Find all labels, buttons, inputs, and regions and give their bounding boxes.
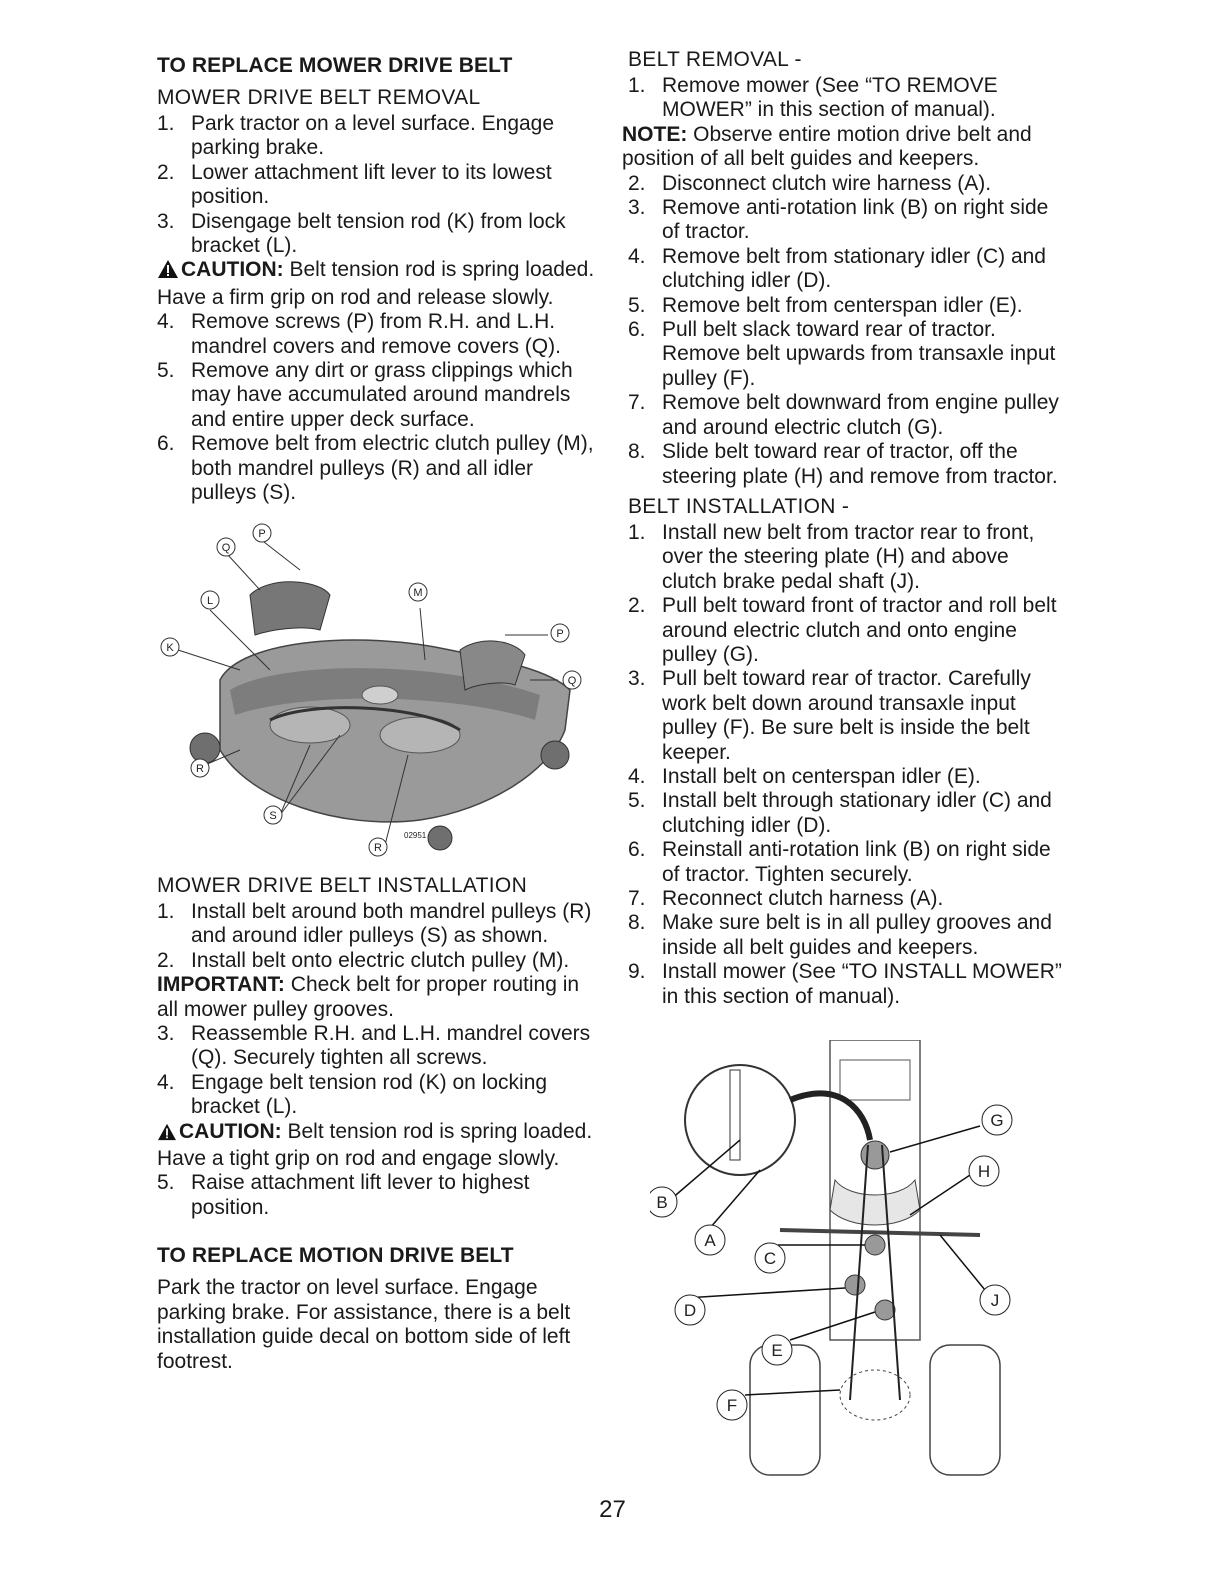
callout-q: [217, 538, 235, 556]
callout-s: [264, 806, 282, 824]
svg-text:H: H: [977, 1162, 991, 1181]
svg-text:L: L: [206, 595, 214, 607]
svg-text:C: C: [763, 1249, 777, 1268]
motion-belt-figure: [650, 1040, 1050, 1480]
step-item: [628, 391, 1068, 440]
left-column-lower: [157, 874, 597, 1374]
step-number: 2.: [157, 160, 175, 184]
step-text: Remove belt from electric clutch pulley (M), both mandrel pulleys (R) and all idler pulleys (S).: [191, 432, 594, 505]
step-number: 4.: [157, 310, 175, 334]
step-number: 5.: [157, 359, 175, 383]
step-item: [628, 594, 1068, 667]
step-item: [628, 196, 1068, 245]
step-number: 1.: [157, 900, 175, 923]
caution-1-text: Belt tension rod is spring loaded. Have a firm grip on rod and release slowly.: [157, 258, 595, 309]
mower-install-steps-b: [157, 1022, 597, 1120]
svg-text:F: F: [726, 1396, 738, 1415]
callout-j: [980, 1285, 1010, 1315]
callout-c: [755, 1243, 785, 1273]
step-number: 2.: [628, 594, 646, 618]
note-text: Observe entire motion drive belt and position of all belt guides and keepers.: [622, 122, 1032, 171]
step-text: Reassemble R.H. and L.H. mandrel covers (Q). Securely tighten all screws.: [191, 1022, 591, 1070]
step-item: [628, 765, 1068, 789]
important-label: IMPORTANT:: [157, 973, 285, 997]
step-text: Remove belt downward from engine pulley and around electric clutch (G).: [662, 391, 1059, 439]
belt-removal-steps-a: [628, 74, 1068, 123]
step-number: 7.: [628, 391, 646, 415]
step-number: 3.: [157, 209, 175, 233]
step-number: 4.: [628, 244, 646, 268]
mower-removal-steps-b: [157, 310, 597, 505]
step-item: [628, 911, 1068, 960]
step-text: Slide belt toward rear of tractor, off the steering plate (H) and remove from tractor.: [662, 440, 1058, 488]
step-number: 1.: [628, 520, 646, 544]
section-title-motion-belt: TO REPLACE MOTION DRIVE BELT: [157, 1244, 514, 1268]
step-number: 3.: [157, 1022, 175, 1046]
step-item: [157, 1171, 597, 1220]
callout-r: [191, 759, 209, 777]
svg-text:K: K: [166, 642, 174, 654]
step-item: [157, 949, 597, 973]
step-text: Pull belt toward rear of tractor. Carefully work belt down around transaxle input pulley (F). Be sure belt is inside the belt keeper.: [662, 667, 1031, 764]
left-column: [157, 48, 597, 506]
step-item: [157, 1071, 597, 1120]
step-text: Lower attachment lift lever to its lowest position.: [191, 160, 552, 209]
callout-q2: [563, 671, 581, 689]
step-text: Disconnect clutch wire harness (A).: [662, 171, 992, 195]
callout-b: [650, 1187, 677, 1217]
step-item: [628, 887, 1068, 911]
caution-1-label: CAUTION:: [181, 258, 284, 282]
svg-text:J: J: [990, 1291, 1000, 1310]
svg-text:D: D: [683, 1301, 697, 1320]
step-item: [628, 838, 1068, 887]
step-text: Disengage belt tension rod (K) from lock bracket (L).: [191, 209, 566, 258]
mower-install-steps-a: [157, 900, 597, 973]
svg-text:R: R: [374, 842, 382, 854]
caution-1: [157, 258, 597, 310]
important-note: [157, 973, 597, 1022]
step-item: [628, 294, 1068, 318]
callout-p: [253, 524, 271, 542]
mower-deck-figure: [160, 520, 600, 860]
step-item: [628, 789, 1068, 838]
step-text: Remove belt from centerspan idler (E).: [662, 293, 1023, 317]
important-text: Check belt for proper routing in all mower pulley grooves.: [157, 973, 580, 1021]
note-label: NOTE:: [622, 122, 688, 146]
callout-e: [762, 1335, 792, 1365]
callout-f: [717, 1390, 747, 1420]
caution-2-text: Belt tension rod is spring loaded. Have a tight grip on rod and engage slowly.: [157, 1119, 593, 1171]
step-text: Pull belt slack toward rear of tractor. Remove belt upwards from transaxle input pulley (F).: [662, 318, 1056, 390]
page-number: 27: [599, 1496, 626, 1523]
step-text: Park tractor on a level surface. Engage parking brake.: [191, 112, 555, 160]
right-column: [622, 48, 1068, 1009]
step-text: Remove screws (P) from R.H. and L.H. mandrel covers and remove covers (Q).: [191, 310, 561, 358]
step-number: 7.: [628, 887, 646, 910]
caution-2: [157, 1120, 597, 1172]
step-item: [157, 432, 597, 505]
subhead-mower-belt-install: MOWER DRIVE BELT INSTALLATION: [157, 874, 528, 897]
step-text: Install belt through stationary idler (C) and clutching idler (D).: [662, 789, 1052, 837]
step-item: [628, 172, 1068, 196]
warning-triangle-icon: [157, 259, 179, 285]
svg-text:B: B: [656, 1193, 668, 1212]
callout-a: [695, 1225, 725, 1255]
callout-d: [675, 1295, 705, 1325]
step-item: [157, 1022, 597, 1071]
step-number: 5.: [628, 293, 646, 317]
svg-text:M: M: [413, 587, 423, 599]
step-item: [157, 161, 597, 210]
step-item: [157, 900, 597, 949]
step-item: [628, 74, 1068, 123]
callout-g: [982, 1105, 1012, 1135]
svg-text:S: S: [269, 810, 277, 822]
figure-code: 02951: [404, 831, 427, 840]
step-number: 6.: [628, 838, 646, 862]
caution-2-label: CAUTION:: [179, 1119, 282, 1143]
svg-text:A: A: [704, 1231, 716, 1250]
callout-h: [969, 1156, 999, 1186]
step-number: 2.: [157, 948, 175, 972]
step-item: [628, 245, 1068, 294]
step-text: Engage belt tension rod (K) on locking bracket (L).: [191, 1070, 548, 1119]
step-text: Reconnect clutch harness (A).: [662, 887, 944, 910]
callout-r2: [369, 838, 387, 856]
warning-triangle-icon: [157, 1123, 177, 1147]
step-item: [628, 440, 1068, 489]
note: [622, 123, 1068, 172]
callout-m: [409, 583, 427, 601]
step-item: [157, 310, 597, 359]
step-number: 8.: [628, 911, 646, 935]
step-number: 8.: [628, 440, 646, 464]
step-number: 5.: [628, 789, 646, 813]
step-item: [628, 318, 1068, 391]
svg-text:P: P: [556, 628, 564, 640]
step-number: 5.: [157, 1171, 175, 1195]
step-number: 9.: [628, 960, 646, 984]
step-text: Remove any dirt or grass clippings which may have accumulated around mandrels and entire upper deck surface.: [191, 359, 573, 431]
section-title-mower-belt: TO REPLACE MOWER DRIVE BELT: [157, 54, 513, 77]
step-number: 4.: [628, 764, 646, 788]
svg-text:Q: Q: [221, 542, 231, 554]
belt-removal-steps-b: [628, 172, 1068, 489]
callout-p2: [551, 624, 569, 642]
step-text: Raise attachment lift lever to highest position.: [191, 1171, 530, 1219]
svg-text:G: G: [990, 1111, 1004, 1130]
step-text: Remove anti-rotation link (B) on right side of tractor.: [662, 196, 1049, 244]
step-number: 3.: [628, 667, 646, 691]
step-item: [628, 667, 1068, 765]
step-number: 4.: [157, 1070, 175, 1094]
step-number: 6.: [157, 432, 175, 456]
step-item: [157, 112, 597, 161]
callout-l: [201, 591, 219, 609]
step-number: 2.: [628, 171, 646, 195]
step-number: 3.: [628, 196, 646, 220]
subhead-mower-belt-removal: MOWER DRIVE BELT REMOVAL: [157, 86, 481, 109]
step-text: Pull belt toward front of tractor and roll belt around electric clutch and onto engine pulley (G).: [662, 594, 1057, 666]
svg-text:Q: Q: [567, 675, 577, 687]
step-text: Remove mower (See “TO REMOVE MOWER” in this section of manual).: [662, 74, 998, 122]
svg-text:E: E: [771, 1341, 783, 1360]
step-text: Install mower (See “TO INSTALL MOWER” in this section of manual).: [662, 960, 1062, 1008]
belt-install-steps: [628, 521, 1068, 1009]
step-number: 1.: [628, 74, 646, 97]
mower-install-steps-c: [157, 1171, 597, 1220]
step-text: Remove belt from stationary idler (C) and clutching idler (D).: [662, 244, 1046, 293]
step-text: Install new belt from tractor rear to front, over the steering plate (H) and above clutch brake pedal shaft (J).: [662, 520, 1035, 593]
svg-text:R: R: [196, 763, 204, 775]
callout-k: [161, 638, 179, 656]
subhead-belt-removal: BELT REMOVAL -: [628, 48, 802, 71]
step-number: 6.: [628, 318, 646, 342]
step-text: Reinstall anti-rotation link (B) on right side of tractor. Tighten securely.: [662, 838, 1051, 886]
step-text: Install belt around both mandrel pulleys (R) and around idler pulleys (S) as shown.: [191, 900, 592, 948]
step-item: [628, 521, 1068, 594]
step-item: [157, 210, 597, 259]
motion-belt-intro: Park the tractor on level surface. Engage parking brake. For assistance, there is a belt installation guide decal on bottom side of left footrest.: [157, 1276, 571, 1373]
step-text: Install belt onto electric clutch pulley (M).: [191, 948, 570, 972]
mower-removal-steps-a: [157, 112, 597, 258]
step-text: Make sure belt is in all pulley grooves and inside all belt guides and keepers.: [662, 911, 1052, 959]
step-item: [157, 359, 597, 432]
subhead-belt-installation: BELT INSTALLATION -: [628, 494, 850, 518]
step-text: Install belt on centerspan idler (E).: [662, 764, 981, 788]
step-item: [628, 960, 1068, 1009]
svg-text:P: P: [258, 528, 266, 540]
step-number: 1.: [157, 112, 175, 135]
